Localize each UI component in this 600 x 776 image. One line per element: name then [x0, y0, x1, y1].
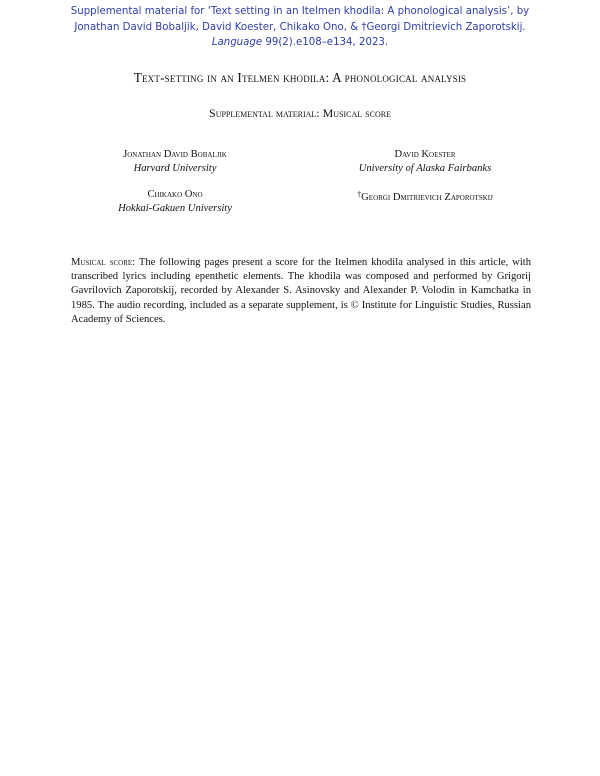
section-lead: Musical score:: [71, 257, 136, 268]
author-name: David Koester: [394, 149, 456, 160]
paper-title: Text-setting in an Itelmen khodila: A phonological analysis: [133, 70, 467, 85]
author-affiliation: Hokkai-Gakuen University: [118, 203, 232, 214]
author-block-ono: [90, 188, 260, 216]
header-line-2: Jonathan David Bobaljik, David Koester, Chikako Ono, & †Georgi Dmitrievich Zaporotskij.: [74, 21, 526, 33]
author-affiliation: University of Alaska Fairbanks: [358, 163, 492, 174]
journal-name: Language: [211, 37, 263, 48]
citation-details: 99(2).e108–e134, 2023.: [262, 37, 389, 48]
author-name: Georgi Dmitrievich Zaporotskij: [361, 192, 493, 203]
author-name: Jonathan David Bobaljik: [123, 149, 227, 160]
section-body: The following pages present a score for the Itelmen khodila analysed in this article, with transcribed lyrics including epenthetic elements. The khodila was composed and performed by Grigorij Gavrilovich Zaporotskij, recorded by Alexander S. Asinovsky and Alexander P. Volodin in Kamchatka in 1985. The audio recording, included as a separate supplement, is © Institute for Linguistic Studies, Russian Academy of Sciences.: [71, 257, 531, 325]
author-block-koester: [340, 148, 510, 176]
author-block-zaporotskij: [330, 188, 520, 205]
author-affiliation: Harvard University: [133, 163, 217, 174]
musical-score-description: [71, 256, 531, 327]
author-block-bobaljik: [90, 148, 260, 176]
supplement-header-note: [60, 4, 540, 51]
header-line-1: Supplemental material for ‘Text setting in an Itelmen khodila: A phonological analysis’, by: [70, 6, 530, 17]
dagger-mark: †: [357, 190, 362, 199]
author-name: Chikako Ono: [147, 189, 203, 200]
author-name-with-dagger: [330, 188, 520, 205]
paper-subtitle: Supplemental material: Musical score: [209, 106, 391, 120]
header-citation: [60, 35, 540, 51]
